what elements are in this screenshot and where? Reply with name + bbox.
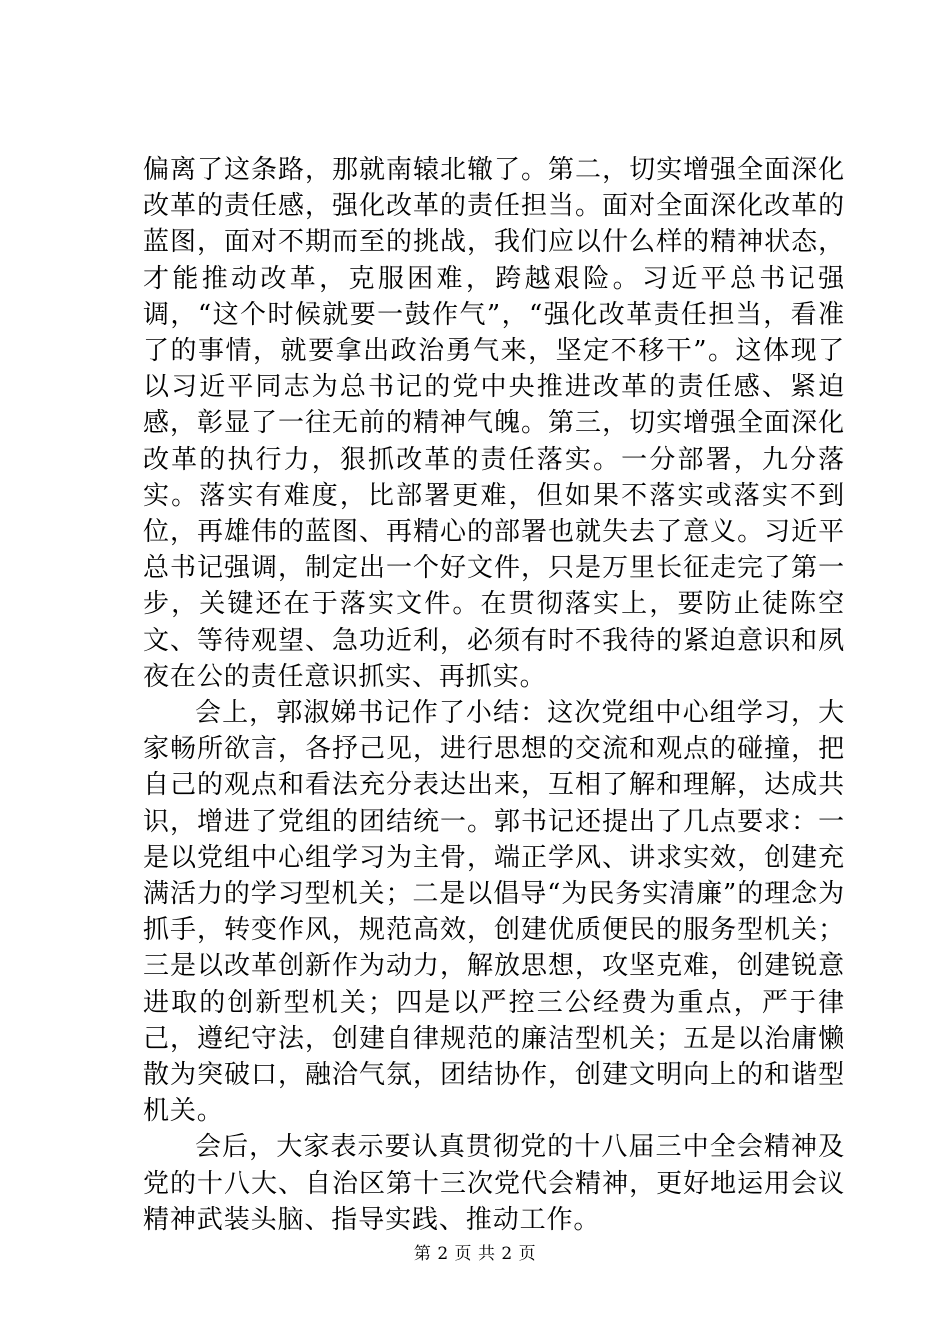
document-body <box>143 152 845 1238</box>
page-number-footer: 第 2 页 共 2 页 <box>413 1244 537 1264</box>
paragraph-summary: 会上，郭淑娣书记作了小结：这次党组中心组学习，大家畅所欲言，各抒己见，进行思想的交流和观点的碰撞，把自己的观点和看法充分表达出来，互相了解和理解，达成共识，增进了党组的团结统一。郭书记还提出了几点要求：一是以党组中心组学习为主骨，端正学风、讲求实效，创建充满活力的学习型机关；二是以倡导“为民务实清廉”的理念为抓手，转变作风，规范高效，创建优质便民的服务型机关；三是以改革创新作为动力，解放思想，攻坚克难，创建锐意进取的创新型机关；四是以严控三公经费为重点，严于律己，遵纪守法，创建自律规范的廉洁型机关；五是以治庸懒散为突破口，融洽气氛，团结协作，创建文明向上的和谐型机关。 <box>143 698 845 1127</box>
paragraph-closing: 会后，大家表示要认真贯彻党的十八届三中全会精神及党的十八大、自治区第十三次党代会精神，更好地运用会议精神武装头脑、指导实践、推动工作。 <box>143 1132 845 1235</box>
paragraph-continuation: 偏离了这条路，那就南辕北辙了。第二，切实增强全面深化改革的责任感，强化改革的责任担当。面对全面深化改革的蓝图，面对不期而至的挑战，我们应以什么样的精神状态，才能推动改革，克服困难，跨越艰险。习近平总书记强调，“这个时候就要一鼓作气”，“强化改革责任担当，看准了的事情，就要拿出政治勇气来，坚定不移干”。这体现了以习近平同志为总书记的党中央推进改革的责任感、紧迫感，彰显了一往无前的精神气魄。第三，切实增强全面深化改革的执行力，狠抓改革的责任落实。一分部署，九分落实。落实有难度，比部署更难，但如果不落实或落实不到位，再雄伟的蓝图、再精心的部署也就失去了意义。习近平总书记强调，制定出一个好文件，只是万里长征走完了第一步，关键还在于落实文件。在贯彻落实上，要防止徒陈空文、等待观望、急功近利，必须有时不我待的紧迫意识和夙夜在公的责任意识抓实、再抓实。 <box>143 155 845 692</box>
